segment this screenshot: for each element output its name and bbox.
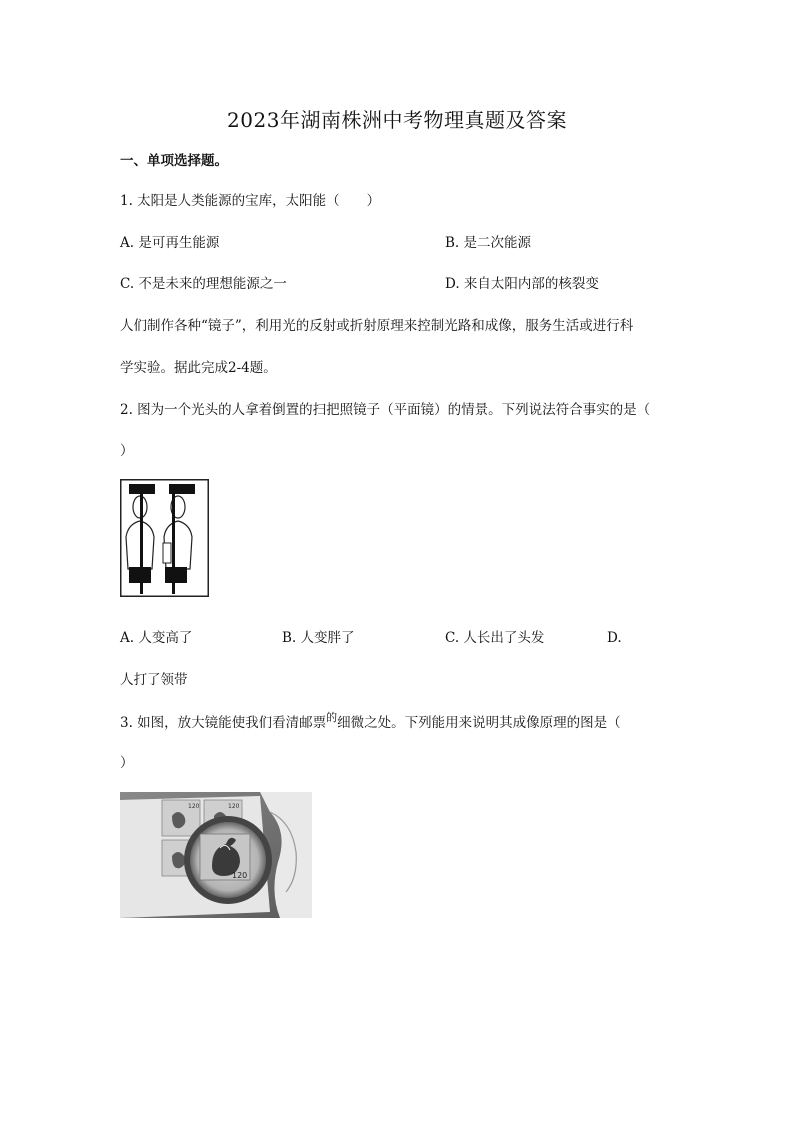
question-1-option-a: A. 是可再生能源 [120,235,220,251]
intro-line-2: 学实验。据此完成2-4题。 [120,360,277,376]
question-3-stem-part-2: 细微之处。下列能用来说明其成像原理的图是（ [337,715,621,731]
left-pants [129,567,151,583]
question-1-option-b: B. 是二次能源 [445,235,532,251]
question-1-option-c: C. 不是未来的理想能源之一 [120,276,287,292]
question-3-stem-line-2: ） [120,755,134,771]
stamp-value-top-left: 120 [188,803,200,810]
question-2-option-c: C. 人长出了头发 [445,630,545,646]
question-2-option-a: A. 人变高了 [120,630,193,646]
intro-line-1: 人们制作各种“镜子”，利用光的反射或折射原理来控制光路和成像，服务生活或进行科 [120,318,634,334]
question-2-stem-line-2: ） [120,443,134,459]
mirror-figure [120,479,209,597]
right-broom-head [169,484,195,494]
question-2-option-d-text: 人打了领带 [120,672,188,688]
question-1-option-d: D. 来自太阳内部的核裂变 [445,276,599,292]
magnifier-photo [120,792,312,918]
question-2-stem-line-1: 2. 图为一个光头的人拿着倒置的扫把照镜子（平面镜）的情景。下列说法符合事实的是（ [120,402,651,418]
left-broom-head [129,484,155,494]
question-2-option-d: D. [607,630,622,646]
page-title: 2023年湖南株洲中考物理真题及答案 [227,108,567,132]
stamp-value-magnified: 120 [232,871,248,880]
question-3-stem-line-1 [120,711,621,733]
question-3-stem-part-1: 3. 如图，放大镜能使我们看清邮票 [120,715,327,731]
question-1-stem: 1. 太阳是人类能源的宝库，太阳能（ ） [120,193,381,209]
right-pants [165,567,187,583]
question-2-option-b: B. 人变胖了 [282,630,355,646]
stamp-value-top-right: 120 [228,803,240,810]
section-heading: 一、单项选择题。 [120,153,228,169]
question-3-stem-raised-char: 的 [326,711,338,724]
right-arm [163,543,171,563]
